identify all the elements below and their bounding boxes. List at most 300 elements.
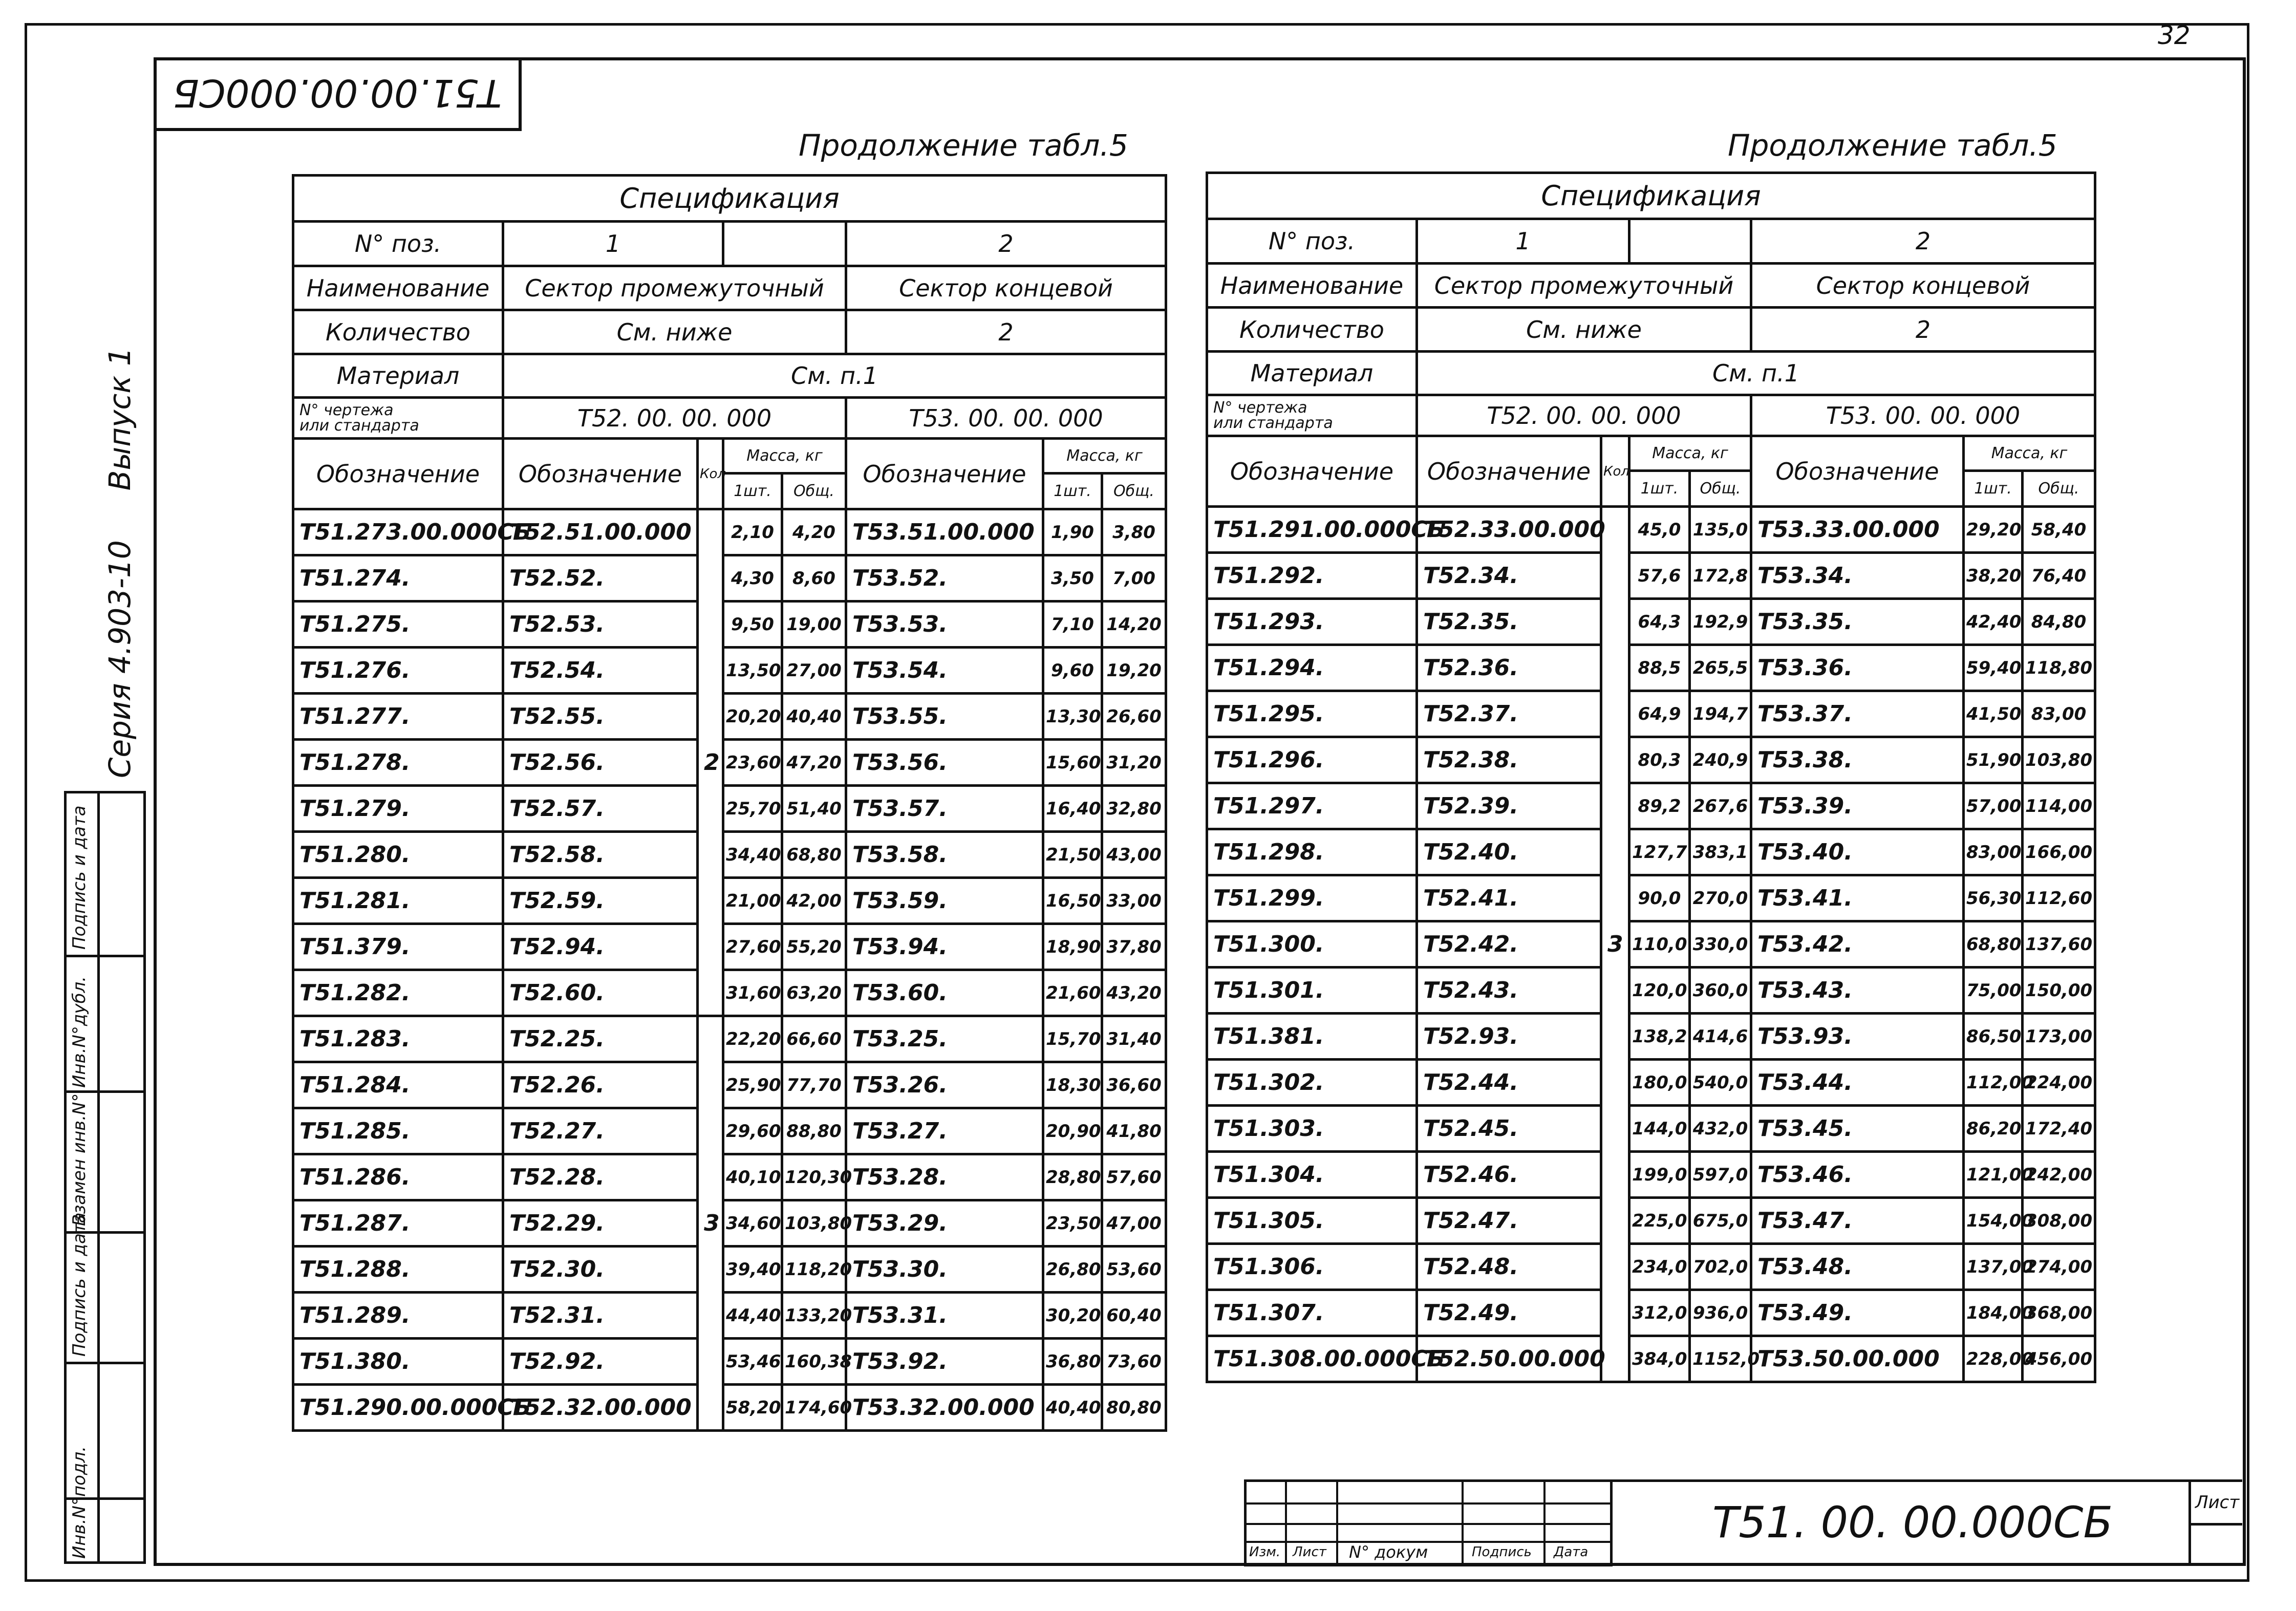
right-cell-mass-total-2: 368,00 [2023,1290,2095,1336]
left-cell-mass-total-2: 31,20 [1102,740,1166,786]
right-cell-mass-unit-2: 59,40 [1964,645,2023,691]
left-cell-designation-2: Т53.32.00.000 [846,1385,1043,1431]
left-cell-designation-2: Т53.52. [846,555,1043,602]
left-cell-mass-unit-2: 15,70 [1043,1016,1102,1062]
right-cell-mass-unit-2: 83,00 [1964,829,2023,875]
left-material-label: Материал [293,354,503,398]
right-cell-mass-total-1: 192,9 [1690,599,1751,645]
left-cell-mass-unit-1: 23,60 [723,740,782,786]
right-qty-1: См. ниже [1417,308,1751,352]
left-cell-designation: Т51.284. [293,1062,503,1108]
right-row [1207,921,2095,968]
right-col-designation-1: Обозначение [1417,436,1601,507]
left-qty-label: Количество [293,310,503,354]
right-cell-designation-2: Т53.38. [1751,737,1964,783]
right-cell-mass-unit-2: 57,00 [1964,783,2023,829]
right-col-unit-2: 1шт. [1964,471,2023,507]
left-cell-mass-total-1: 42,00 [782,878,846,924]
left-cell-mass-unit-2: 7,10 [1043,602,1102,648]
right-cell-mass-unit-2: 137,00 [1964,1244,2023,1290]
right-cell-mass-total-1: 597,0 [1690,1152,1751,1198]
right-cell-designation-1: Т52.46. [1417,1152,1601,1198]
left-cell-mass-unit-2: 28,80 [1043,1154,1102,1200]
side-label-4: Инв.N°дубл. [69,976,90,1088]
right-cell-designation: Т51.303. [1207,1106,1417,1152]
right-cell-mass-total-2: 114,00 [2023,783,2095,829]
right-cell-designation: Т51.298. [1207,829,1417,875]
right-cell-mass-total-2: 150,00 [2023,968,2095,1014]
left-cell-designation: Т51.289. [293,1293,503,1339]
right-cell-mass-unit-1: 138,2 [1629,1014,1690,1060]
right-cell-mass-unit-1: 120,0 [1629,968,1690,1014]
right-title: Спецификация [1207,173,2095,219]
left-cell-mass-unit-2: 1,90 [1043,509,1102,555]
left-cell-mass-total-1: 88,80 [782,1108,846,1154]
right-material-value: См. п.1 [1417,352,2095,395]
left-cell-mass-total-2: 60,40 [1102,1293,1166,1339]
right-cell-designation-1: Т52.41. [1417,875,1601,921]
left-row [293,1293,1166,1339]
left-cell-mass-unit-1: 53,46 [723,1339,782,1385]
right-cell-designation-2: Т53.49. [1751,1290,1964,1336]
right-cell-mass-unit-1: 80,3 [1629,737,1690,783]
right-cell-designation-1: Т52.43. [1417,968,1601,1014]
right-cell-mass-total-1: 540,0 [1690,1060,1751,1106]
right-cell-designation: Т51.304. [1207,1152,1417,1198]
left-row [293,1108,1166,1154]
left-cell-designation-1: Т52.26. [503,1062,698,1108]
stamp-code: Т51.00.00.000СБ [173,71,502,115]
right-cell-designation: Т51.302. [1207,1060,1417,1106]
left-cell-mass-total-2: 3,80 [1102,509,1166,555]
left-cell-designation-1: Т52.94. [503,924,698,970]
right-cell-designation-1: Т52.93. [1417,1014,1601,1060]
left-cell-designation: Т51.286. [293,1154,503,1200]
side-label-1: Инв.N°подл. [69,1446,90,1559]
right-cell-mass-total-2: 112,60 [2023,875,2095,921]
left-cell-mass-total-2: 7,00 [1102,555,1166,602]
right-name-label: Наименование [1207,264,1417,308]
left-cell-mass-total-2: 53,60 [1102,1247,1166,1293]
right-cell-mass-total-2: 172,40 [2023,1106,2095,1152]
left-row [293,602,1166,648]
left-cell-mass-unit-2: 18,30 [1043,1062,1102,1108]
right-cell-mass-unit-2: 121,00 [1964,1152,2023,1198]
left-spec-table [292,174,1167,1432]
left-row [293,1154,1166,1200]
right-cell-mass-total-2: 118,80 [2023,645,2095,691]
right-cell-designation: Т51.305. [1207,1198,1417,1244]
left-cell-designation: Т51.285. [293,1108,503,1154]
right-cell-mass-unit-1: 89,2 [1629,783,1690,829]
left-cell-designation-1: Т52.52. [503,555,698,602]
left-cell-mass-unit-1: 2,10 [723,509,782,555]
right-cell-mass-total-1: 360,0 [1690,968,1751,1014]
left-row [293,878,1166,924]
left-cell-mass-total-1: 103,80 [782,1200,846,1247]
right-col-designation: Обозначение [1207,436,1417,507]
left-cell-mass-unit-1: 31,60 [723,970,782,1016]
left-name-1: Сектор промежуточный [503,266,846,310]
left-cell-mass-unit-2: 16,50 [1043,878,1102,924]
right-cell-mass-unit-2: 51,90 [1964,737,2023,783]
right-cell-designation-1: Т52.45. [1417,1106,1601,1152]
right-cell-designation-1: Т52.36. [1417,645,1601,691]
left-cell-mass-total-1: 77,70 [782,1062,846,1108]
left-cell-designation-2: Т53.51.00.000 [846,509,1043,555]
left-cell-mass-total-2: 47,00 [1102,1200,1166,1247]
right-drawing-2: Т53. 00. 00. 000 [1751,395,2095,436]
right-cell-designation-2: Т53.45. [1751,1106,1964,1152]
left-col-unit-1: 1шт. [723,474,782,509]
right-cell-mass-total-2: 58,40 [2023,507,2095,553]
right-pos-2: 2 [1751,219,2095,264]
left-cell-mass-unit-2: 3,50 [1043,555,1102,602]
right-qty-2: 2 [1751,308,2095,352]
tb-col-sheet: Лист [1293,1544,1326,1560]
left-cell-mass-total-2: 73,60 [1102,1339,1166,1385]
left-cell-mass-unit-2: 21,60 [1043,970,1102,1016]
left-cell-designation-1: Т52.32.00.000 [503,1385,698,1431]
left-cell-mass-total-2: 57,60 [1102,1154,1166,1200]
left-cell-designation-2: Т53.27. [846,1108,1043,1154]
left-cell-designation-2: Т53.53. [846,602,1043,648]
right-cell-mass-unit-2: 86,50 [1964,1014,2023,1060]
right-row [1207,1244,2095,1290]
left-cell-designation-2: Т53.25. [846,1016,1043,1062]
right-pos-1-ext [1629,219,1751,264]
left-pos-1-ext [723,222,846,266]
left-cell-mass-unit-1: 34,60 [723,1200,782,1247]
page-number: 32 [2158,20,2191,50]
right-col-qty: Кол [1601,436,1629,507]
right-cell-mass-total-2: 456,00 [2023,1336,2095,1382]
right-cell-designation: Т51.299. [1207,875,1417,921]
right-cell-mass-unit-1: 225,0 [1629,1198,1690,1244]
left-cell-mass-total-2: 19,20 [1102,648,1166,694]
right-cell-mass-total-1: 267,6 [1690,783,1751,829]
right-cell-mass-unit-2: 154,00 [1964,1198,2023,1244]
left-col-mass-2: Масса, кг [1043,439,1166,474]
right-cell-designation-1: Т52.48. [1417,1244,1601,1290]
right-cell-mass-unit-1: 199,0 [1629,1152,1690,1198]
left-cell-mass-total-2: 14,20 [1102,602,1166,648]
right-cell-mass-unit-1: 88,5 [1629,645,1690,691]
issue-text: Выпуск 1 [102,347,137,491]
right-col-unit-1: 1шт. [1629,471,1690,507]
left-row [293,1062,1166,1108]
left-cell-designation-1: Т52.30. [503,1247,698,1293]
right-cell-designation-2: Т53.33.00.000 [1751,507,1964,553]
left-cell-mass-unit-2: 15,60 [1043,740,1102,786]
right-cell-mass-total-2: 137,60 [2023,921,2095,968]
left-cell-designation-1: Т52.27. [503,1108,698,1154]
left-cell-designation-1: Т52.53. [503,602,698,648]
left-cell-mass-unit-1: 34,40 [723,832,782,878]
right-cell-designation-2: Т53.39. [1751,783,1964,829]
tb-col-date: Дата [1554,1544,1589,1560]
left-col-designation-2: Обозначение [846,439,1043,509]
left-cell-designation-2: Т53.26. [846,1062,1043,1108]
left-cell-mass-unit-1: 20,20 [723,694,782,740]
left-cell-mass-total-2: 43,00 [1102,832,1166,878]
left-cell-designation-1: Т52.57. [503,786,698,832]
right-cell-designation: Т51.291.00.000СБ [1207,507,1417,553]
left-cell-mass-unit-1: 4,30 [723,555,782,602]
left-cell-designation-1: Т52.60. [503,970,698,1016]
right-cell-designation-1: Т52.39. [1417,783,1601,829]
left-cell-mass-unit-1: 40,10 [723,1154,782,1200]
left-row [293,970,1166,1016]
left-cell-designation: Т51.288. [293,1247,503,1293]
sheet-number-box [2188,1479,2242,1564]
left-row [293,1247,1166,1293]
right-cell-mass-unit-2: 184,00 [1964,1290,2023,1336]
left-cell-designation-2: Т53.30. [846,1247,1043,1293]
right-cell-mass-total-2: 242,00 [2023,1152,2095,1198]
left-cell-mass-unit-1: 39,40 [723,1247,782,1293]
left-cell-designation: Т51.278. [293,740,503,786]
right-material-label: Материал [1207,352,1417,395]
left-cell-designation: Т51.379. [293,924,503,970]
side-label-5: Подпись и дата [69,805,90,950]
right-row [1207,737,2095,783]
right-cell-mass-total-1: 1152,0 [1690,1336,1751,1382]
right-cell-mass-total-1: 383,1 [1690,829,1751,875]
right-cell-designation-1: Т52.40. [1417,829,1601,875]
right-cell-mass-total-2: 84,80 [2023,599,2095,645]
right-col-mass-2: Масса, кг [1964,436,2095,471]
right-cell-designation-1: Т52.49. [1417,1290,1601,1336]
title-block-code: Т51. 00. 00.000СБ [1712,1497,2113,1548]
right-cell-mass-total-1: 414,6 [1690,1014,1751,1060]
right-cell-mass-unit-1: 64,3 [1629,599,1690,645]
left-cell-mass-total-1: 8,60 [782,555,846,602]
left-cell-designation-1: Т52.25. [503,1016,698,1062]
right-row [1207,829,2095,875]
right-cell-mass-total-2: 83,00 [2023,691,2095,737]
right-cell-designation-2: Т53.93. [1751,1014,1964,1060]
right-cell-designation: Т51.297. [1207,783,1417,829]
left-cell-mass-total-1: 4,20 [782,509,846,555]
left-continuation: Продолжение табл.5 [799,128,1128,163]
left-col-designation: Обозначение [293,439,503,509]
left-row [293,1200,1166,1247]
left-col-total-1: Общ. [782,474,846,509]
right-cell-mass-total-1: 702,0 [1690,1244,1751,1290]
left-cell-designation: Т51.275. [293,602,503,648]
right-cell-mass-total-1: 330,0 [1690,921,1751,968]
left-cell-mass-unit-1: 25,90 [723,1062,782,1108]
right-row [1207,1152,2095,1198]
left-cell-mass-unit-2: 21,50 [1043,832,1102,878]
right-drawing-label: N° чертежа или стандарта [1207,395,1417,436]
left-drawing-1: Т52. 00. 00. 000 [503,398,846,439]
right-cell-mass-total-2: 173,00 [2023,1014,2095,1060]
left-qty-2: 2 [846,310,1166,354]
right-cell-mass-unit-1: 384,0 [1629,1336,1690,1382]
right-cell-mass-unit-2: 41,50 [1964,691,2023,737]
left-cell-designation-1: Т52.54. [503,648,698,694]
left-pos-label: N° поз. [293,222,503,266]
left-name-label: Наименование [293,266,503,310]
left-cell-mass-unit-2: 26,80 [1043,1247,1102,1293]
left-cell-designation-2: Т53.54. [846,648,1043,694]
stamp-code-box [156,57,522,131]
right-cell-designation-2: Т53.48. [1751,1244,1964,1290]
right-col-total-1: Общ. [1690,471,1751,507]
left-cell-mass-total-1: 68,80 [782,832,846,878]
right-row [1207,1336,2095,1382]
right-pos-label: N° поз. [1207,219,1417,264]
right-cell-mass-total-1: 172,8 [1690,553,1751,599]
right-cell-designation-1: Т52.38. [1417,737,1601,783]
left-cell-designation-2: Т53.55. [846,694,1043,740]
left-cell-mass-unit-1: 29,60 [723,1108,782,1154]
right-cell-designation: Т51.308.00.000СБ [1207,1336,1417,1382]
right-cell-mass-unit-1: 110,0 [1629,921,1690,968]
right-row [1207,1198,2095,1244]
right-cell-designation-1: Т52.42. [1417,921,1601,968]
left-cell-mass-total-1: 51,40 [782,786,846,832]
right-cell-mass-unit-2: 86,20 [1964,1106,2023,1152]
left-cell-designation: Т51.290.00.000СБ [293,1385,503,1431]
left-cell-designation-2: Т53.60. [846,970,1043,1016]
right-cell-designation-1: Т52.33.00.000 [1417,507,1601,553]
right-row [1207,968,2095,1014]
right-cell-mass-unit-2: 112,00 [1964,1060,2023,1106]
left-row [293,1016,1166,1062]
right-cell-mass-unit-1: 234,0 [1629,1244,1690,1290]
left-cell-mass-unit-1: 22,20 [723,1016,782,1062]
right-name-2: Сектор концевой [1751,264,2095,308]
left-cell-designation-1: Т52.55. [503,694,698,740]
right-col-total-2: Общ. [2023,471,2095,507]
left-cell-mass-unit-1: 21,00 [723,878,782,924]
right-cell-designation-1: Т52.47. [1417,1198,1601,1244]
left-cell-designation: Т51.287. [293,1200,503,1247]
left-cell-mass-unit-2: 40,40 [1043,1385,1102,1431]
left-qty-1: См. ниже [503,310,846,354]
left-cell-designation-2: Т53.58. [846,832,1043,878]
series-label [102,347,137,778]
right-cell-mass-total-2: 103,80 [2023,737,2095,783]
left-cell-mass-total-1: 40,40 [782,694,846,740]
right-cell-mass-unit-1: 312,0 [1629,1290,1690,1336]
left-cell-qty: 2 [698,509,723,1016]
left-cell-mass-total-2: 41,80 [1102,1108,1166,1154]
left-cell-designation-1: Т52.56. [503,740,698,786]
left-cell-mass-total-2: 33,00 [1102,878,1166,924]
right-cell-mass-unit-1: 180,0 [1629,1060,1690,1106]
right-cell-designation: Т51.296. [1207,737,1417,783]
right-cell-designation: Т51.295. [1207,691,1417,737]
left-cell-mass-total-1: 120,30 [782,1154,846,1200]
left-cell-mass-total-1: 66,60 [782,1016,846,1062]
left-cell-designation-1: Т52.29. [503,1200,698,1247]
right-row [1207,645,2095,691]
right-cell-mass-total-1: 432,0 [1690,1106,1751,1152]
left-cell-designation-1: Т52.31. [503,1293,698,1339]
side-label-2: Подпись и дата [69,1212,90,1357]
right-cell-mass-total-2: 274,00 [2023,1244,2095,1290]
right-cell-designation-2: Т53.36. [1751,645,1964,691]
right-name-1: Сектор промежуточный [1417,264,1751,308]
right-row [1207,1060,2095,1106]
left-row [293,786,1166,832]
right-cell-designation-2: Т53.50.00.000 [1751,1336,1964,1382]
left-cell-mass-unit-2: 20,90 [1043,1108,1102,1154]
left-row [293,555,1166,602]
left-drawing-2: Т53. 00. 00. 000 [846,398,1166,439]
left-cell-mass-total-1: 55,20 [782,924,846,970]
right-cell-designation-2: Т53.43. [1751,968,1964,1014]
left-cell-mass-unit-2: 18,90 [1043,924,1102,970]
right-spec-table [1206,171,2096,1383]
right-cell-designation-2: Т53.44. [1751,1060,1964,1106]
right-cell-mass-unit-2: 42,40 [1964,599,2023,645]
right-pos-1: 1 [1417,219,1629,264]
right-cell-mass-unit-1: 144,0 [1629,1106,1690,1152]
left-cell-mass-total-2: 36,60 [1102,1062,1166,1108]
left-cell-mass-unit-2: 30,20 [1043,1293,1102,1339]
right-row [1207,599,2095,645]
right-row [1207,1106,2095,1152]
right-continuation: Продолжение табл.5 [1728,128,2057,163]
left-row [293,924,1166,970]
right-row [1207,783,2095,829]
left-name-2: Сектор концевой [846,266,1166,310]
left-cell-mass-total-1: 47,20 [782,740,846,786]
right-cell-mass-unit-2: 68,80 [1964,921,2023,968]
left-row [293,509,1166,555]
left-cell-designation-1: Т52.58. [503,832,698,878]
left-cell-designation-2: Т53.59. [846,878,1043,924]
right-cell-mass-unit-1: 57,6 [1629,553,1690,599]
left-cell-designation-2: Т53.94. [846,924,1043,970]
left-cell-mass-total-2: 37,80 [1102,924,1166,970]
left-cell-mass-unit-1: 27,60 [723,924,782,970]
left-cell-designation-1: Т52.28. [503,1154,698,1200]
left-cell-designation-2: Т53.57. [846,786,1043,832]
right-cell-designation-2: Т53.42. [1751,921,1964,968]
left-cell-mass-total-2: 43,20 [1102,970,1166,1016]
right-cell-designation: Т51.294. [1207,645,1417,691]
left-cell-mass-unit-2: 9,60 [1043,648,1102,694]
left-cell-designation-1: Т52.51.00.000 [503,509,698,555]
right-cell-designation-2: Т53.34. [1751,553,1964,599]
left-cell-mass-total-1: 118,20 [782,1247,846,1293]
right-cell-mass-total-1: 194,7 [1690,691,1751,737]
tb-col-sign: Подпись [1472,1544,1532,1560]
right-drawing-1: Т52. 00. 00. 000 [1417,395,1751,436]
left-cell-mass-total-2: 32,80 [1102,786,1166,832]
right-cell-designation-2: Т53.40. [1751,829,1964,875]
left-cell-mass-total-2: 80,80 [1102,1385,1166,1431]
left-cell-mass-total-2: 31,40 [1102,1016,1166,1062]
left-material-value: См. п.1 [503,354,1166,398]
left-row [293,832,1166,878]
right-cell-mass-unit-2: 29,20 [1964,507,2023,553]
left-cell-mass-total-1: 27,00 [782,648,846,694]
right-cell-mass-total-1: 240,9 [1690,737,1751,783]
right-cell-designation: Т51.381. [1207,1014,1417,1060]
left-cell-designation: Т51.276. [293,648,503,694]
tb-col-change: Изм. [1249,1544,1281,1560]
right-cell-designation: Т51.306. [1207,1244,1417,1290]
left-cell-mass-unit-1: 9,50 [723,602,782,648]
right-cell-designation-1: Т52.37. [1417,691,1601,737]
